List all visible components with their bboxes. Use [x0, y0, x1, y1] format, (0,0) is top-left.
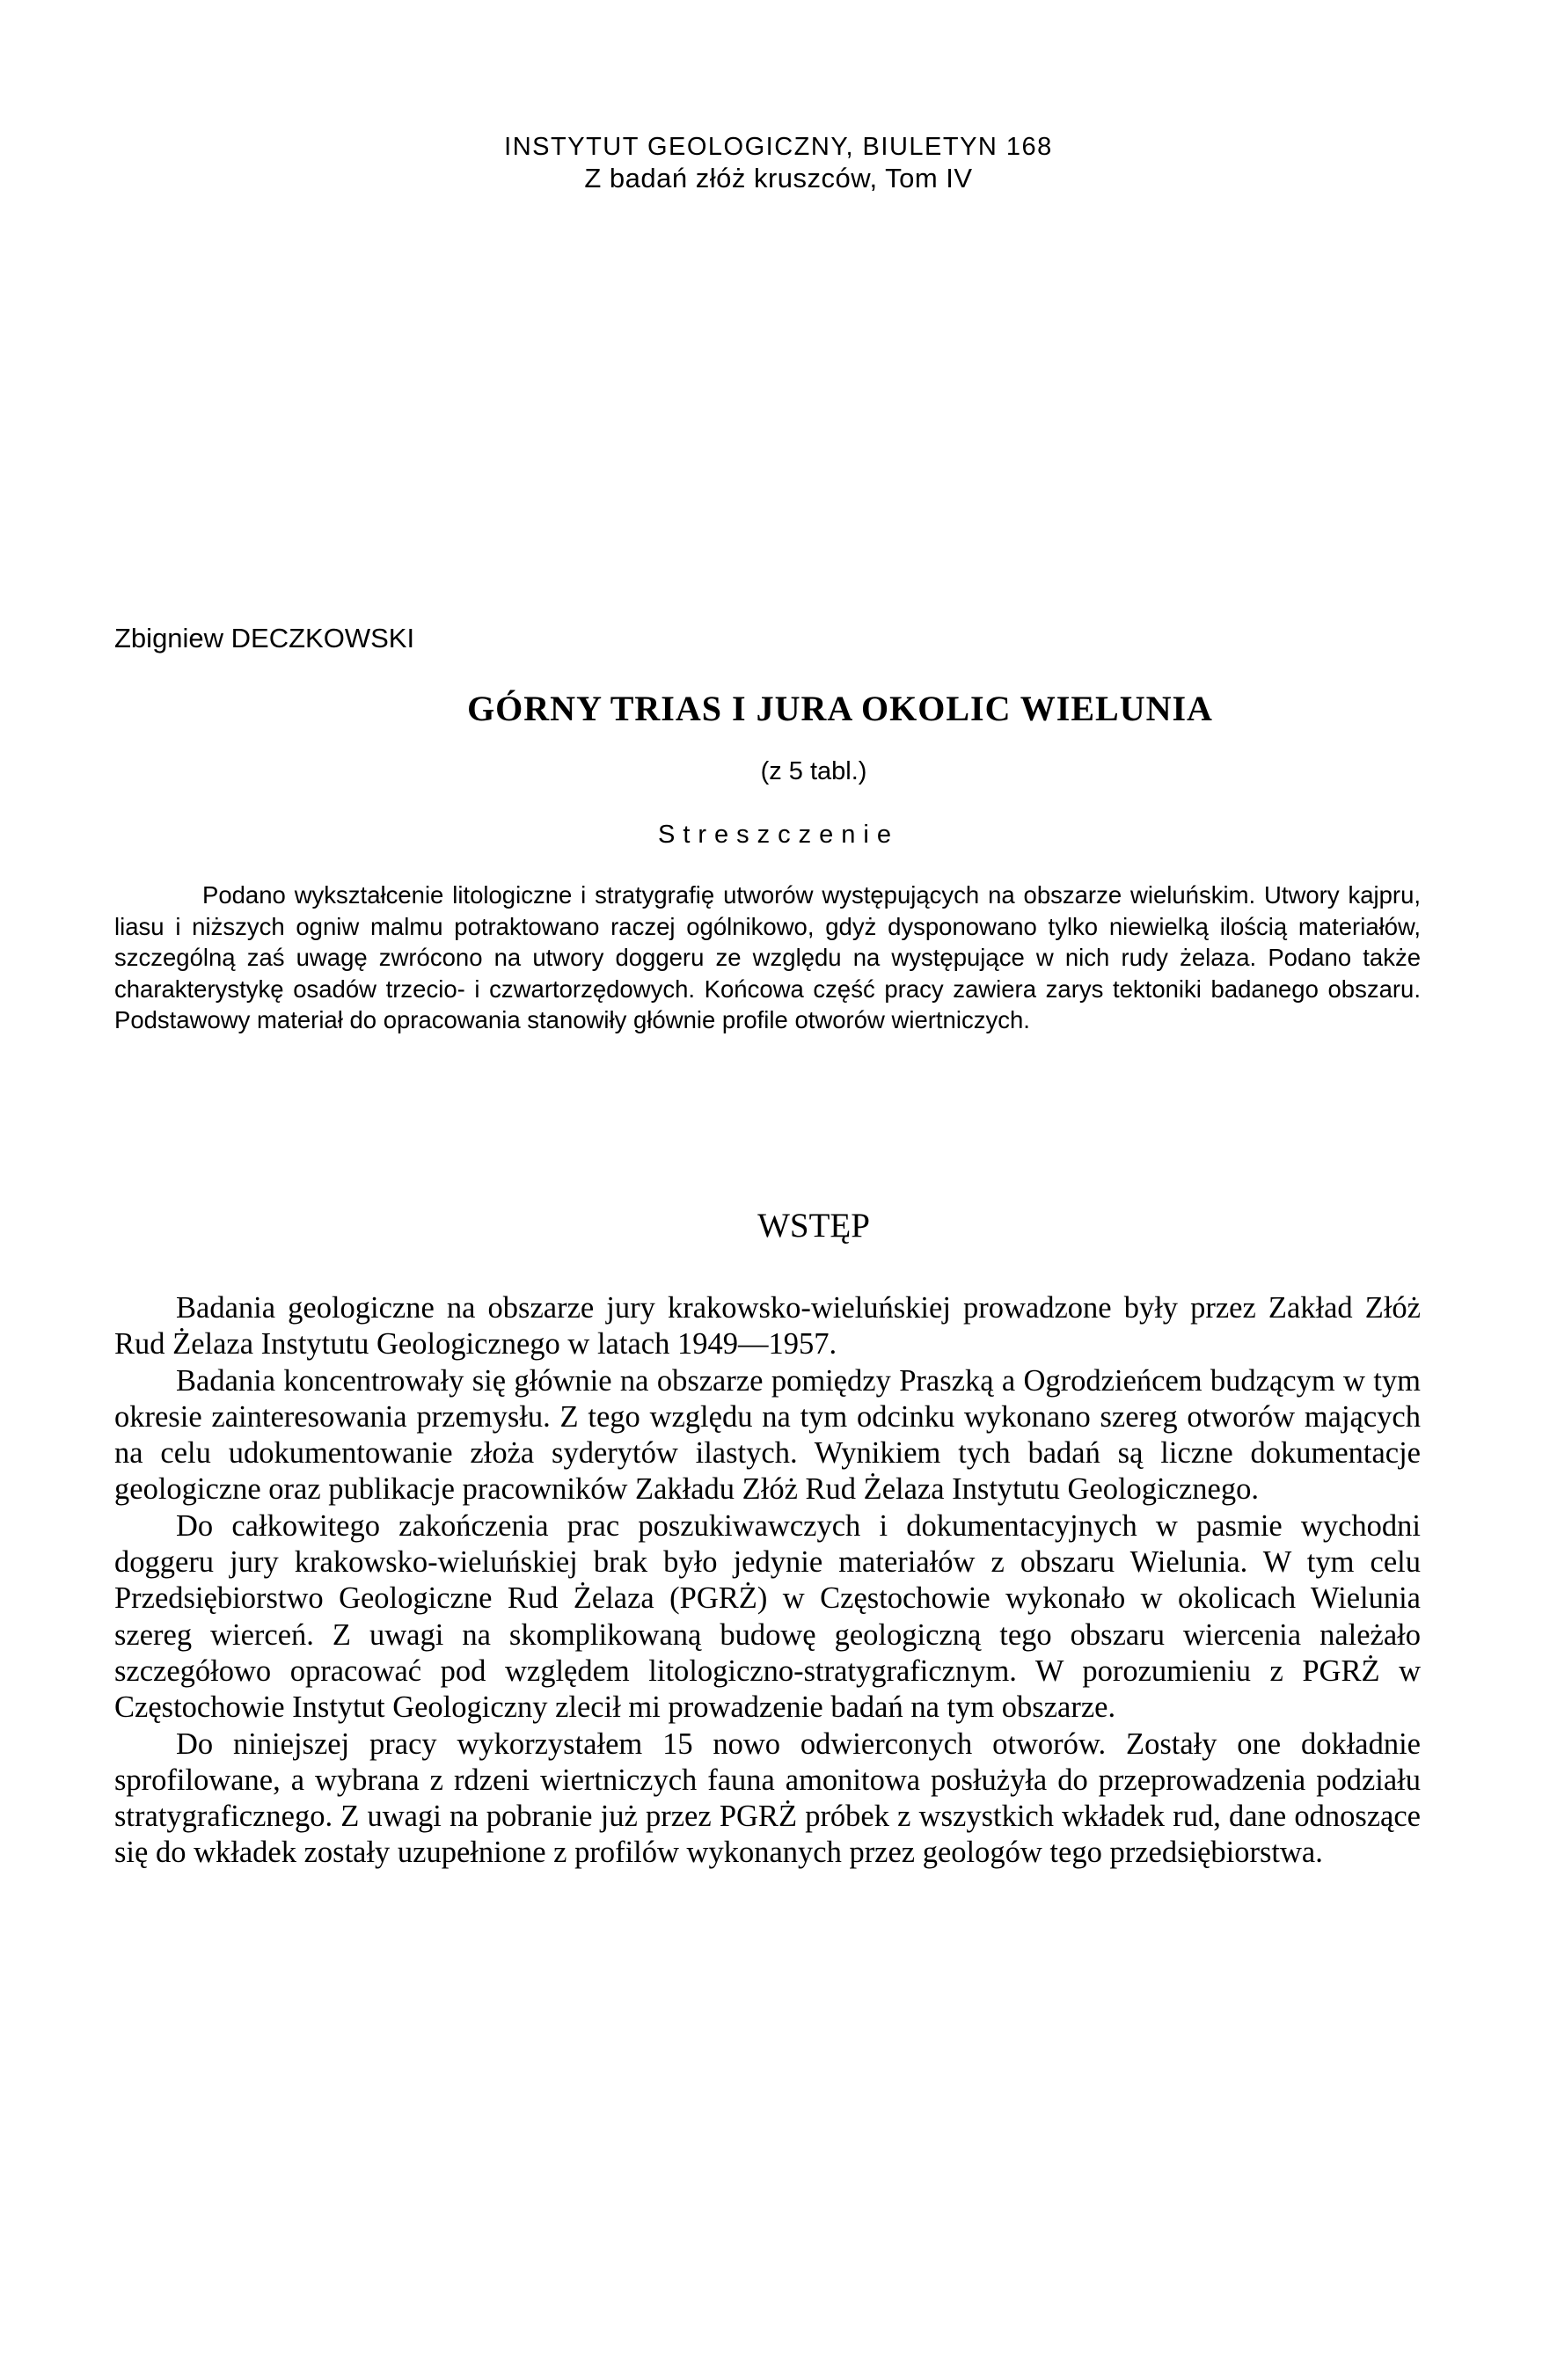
section-body [114, 1290, 1421, 1872]
volume-header: Z badań złóż kruszców, Tom IV [584, 163, 973, 193]
author-name: Zbigniew DECZKOWSKI [114, 623, 415, 653]
tables-note: (z 5 tabl.) [760, 757, 867, 785]
abstract-heading: Streszczenie [657, 821, 899, 849]
paragraph: Do całkowitego zakończenia prac poszukiwawczych i dokumentacyjnych w pasmie wychodni doggeru jury krakowsko-wieluńskiej brak było jedynie materiałów z obszaru Wielunia. W tym celu Przedsiębiorstwo Geologiczne Rud Żelaza (PGRŻ) w Częstochowie wykonało w okolicach Wielunia szereg wierceń. Z uwagi na skomplikowaną budowę geologiczną tego obszaru wiercenia należało szczegółowo opracować pod względem litologiczno-stratygraficznym. W porozumieniu z PGRŻ w Częstochowie Instytut Geologiczny zlecił mi prowadzenie badań na tym obszarze. [114, 1508, 1421, 1725]
paragraph: Do niniejszej pracy wykorzystałem 15 nowo odwierconych otworów. Zostały one dokładnie sprofilowane, a wybrana z rdzeni wiertniczych fauna amonitowa posłużyła do przeprowadzenia podziału stratygraficznego. Z uwagi na pobranie już przez PGRŻ próbek z wszystkich wkładek rud, dane odnoszące się do wkładek zostały uzupełnione z profilów wykonanych przez geologów tego przedsiębiorstwa. [114, 1727, 1421, 1870]
article-title: GÓRNY TRIAS I JURA OKOLIC WIELUNIA [467, 689, 1213, 728]
abstract-text: Podano wykształcenie litologiczne i stratygrafię utworów występujących na obszarze wieluńskim. Utwory kajpru, liasu i niższych ogniw malmu potraktowano raczej ogólnikowo, gdyż dysponowano tylko niewielką ilością materiałów, szczególną zaś uwagę zwrócono na utwory doggeru ze względu na występujące w nich rudy żelaza. Podano także charakterystykę osadów trzecio- i czwartorzędowych. Końcowa część pracy zawiera zarys tektoniki badanego obszaru. Podstawowy materiał do opracowania stanowiły głównie profile otworów wiertniczych. [114, 881, 1421, 1033]
paragraph: Badania geologiczne na obszarze jury krakowsko-wieluńskiej prowadzone były przez Zakład Złóż Rud Żelaza Instytutu Geologicznego w latach 1949—1957. [114, 1291, 1421, 1362]
paragraph: Badania koncentrowały się głównie na obszarze pomiędzy Praszką a Ogrodzieńcem budzącym w tym okresie zainteresowania przemysłu. Z tego względu na tym odcinku wykonano szereg otworów mających na celu udokumentowanie złoża syderytów ilastych. Wynikiem tych badań są liczne dokumentacje geologiczne oraz publikacje pracowników Zakładu Złóż Rud Żelaza Instytutu Geologicznego. [114, 1363, 1421, 1507]
section-title: WSTĘP [757, 1207, 870, 1245]
series-header: INSTYTUT GEOLOGICZNY, BIULETYN 168 [504, 133, 1053, 161]
